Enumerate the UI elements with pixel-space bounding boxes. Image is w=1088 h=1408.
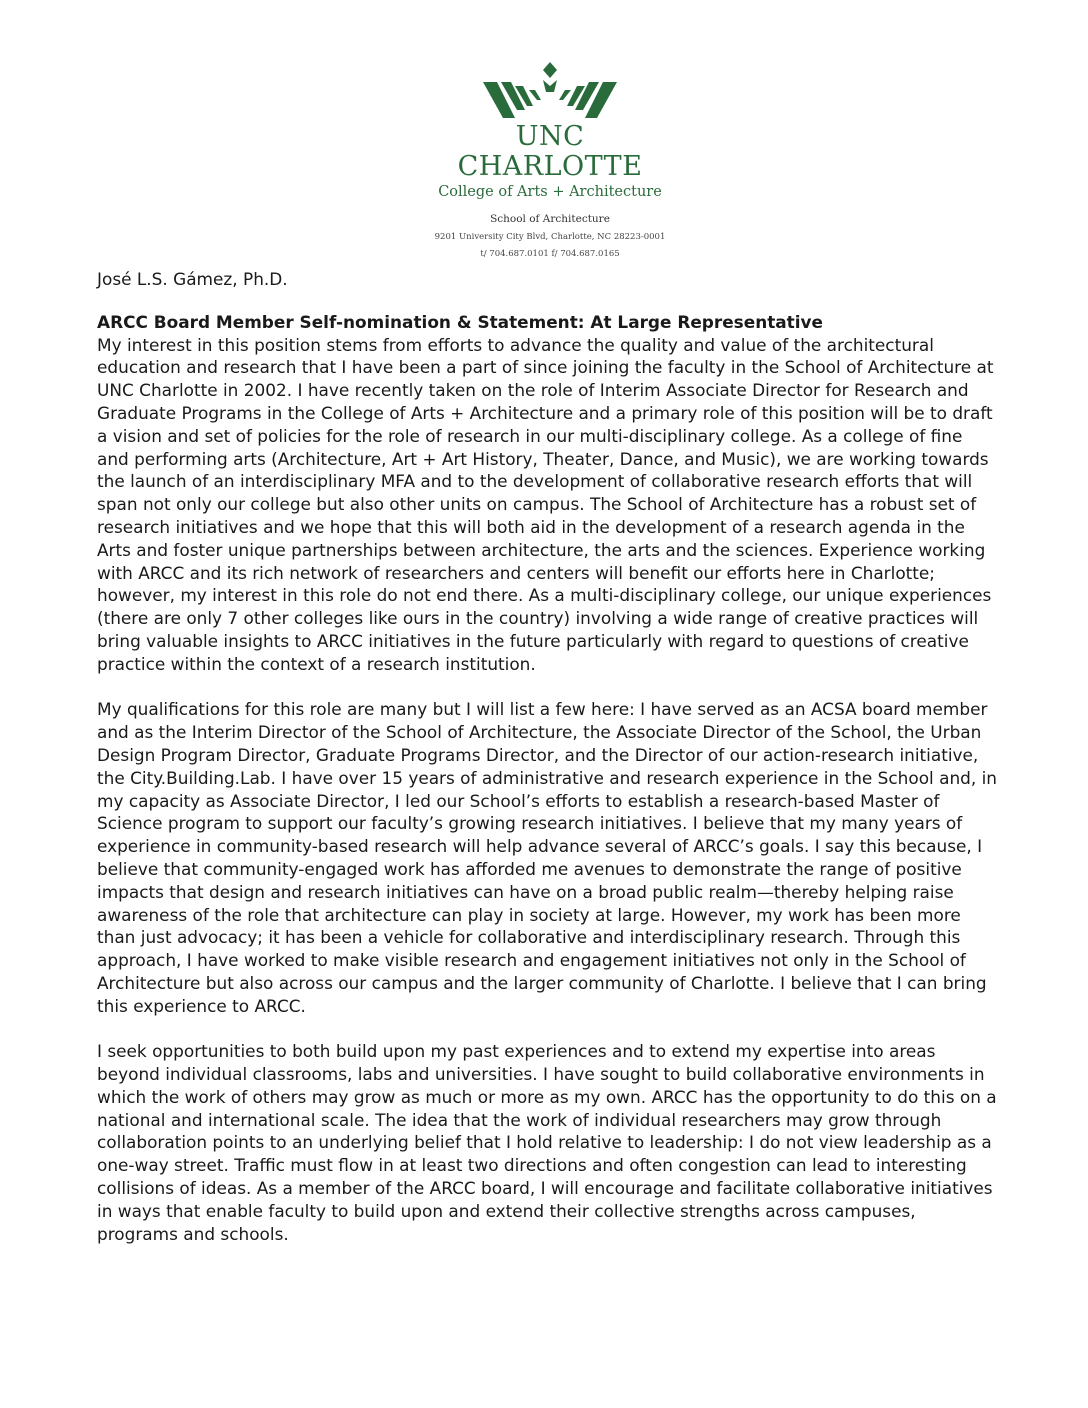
college-name: College of Arts + Architecture (438, 184, 662, 200)
unc-charlotte-logo-icon (475, 60, 625, 120)
paragraph-qualifications: My qualifications for this role are many but I will list a few here: I have served as an ACSA board member and as the Interim Director of the School of Architecture, the Associate Director of the School, the Urban Design Program Director, Graduate Programs Director, and the Director of our action-research initiative, the City.Building.Lab. I have over 15 years of administrative and research experience in the School and, in my capacity as Associate Director, I led our School’s efforts to establish a research-based Master of Science program to support our faculty’s growing research initiatives. I believe that my many years of experience in community-based research will help advance several of ARCC’s goals. I say this because, I believe that community-engaged work has afforded me avenues to demonstrate the range of positive impacts that design and research initiatives can have on a broad public realm—thereby helping raise awareness of the role that architecture can play in society at large. However, my work has been more than just advocacy; it has been a vehicle for collaborative and interdisciplinary research. Through this approach, I have worked to make visible research and engagement initiatives not only in the School of Architecture but also across our campus and the larger community of Charlotte. I believe that I can bring this experience to ARCC. (97, 699, 998, 1016)
phone-line: t/ 704.687.0101 f/ 704.687.0165 (480, 249, 620, 259)
paragraph-interest: My interest in this position stems from efforts to advance the quality and value of the architectural education and research that I have been a part of since joining the faculty in the School of Architecture at UNC Charlotte in 2002. I have recently taken on the role of Interim Associate Director for Research and Graduate Programs in the College of Arts + Architecture and a primary role of this position will be to draft a vision and set of policies for the role of research in our multi-disciplinary college. As a college of fine and performing arts (Architecture, Art + Art History, Theater, Dance, and Music), we are working towards the launch of an interdisciplinary MFA and to the development of collaborative research efforts that will span not only our college but also other units on campus. The School of Architecture has a robust set of research initiatives and we hope that this will both aid in the development of a research agenda in the Arts and foster unique partnerships between architecture, the arts and the sciences. Experience working with ARCC and its rich network of researchers and centers will benefit our efforts here in Charlotte; however, my interest in this role do not end there. As a multi-disciplinary college, our unique experiences (there are only 7 other colleges like ours in the country) involving a wide range of creative practices will bring valuable insights to ARCC initiatives in the future particularly with regard to questions of creative practice within the context of a research institution. (97, 334, 994, 674)
signer-name: José L.S. Gámez, Ph.D. (97, 269, 288, 289)
letter-body (97, 268, 997, 1268)
school-name: School of Architecture (490, 213, 610, 225)
address-line: 9201 University City Blvd, Charlotte, NC 28223-0001 (434, 232, 666, 242)
org-name: UNC CHARLOTTE (457, 121, 643, 182)
letter-heading: ARCC Board Member Self-nomination & Statement: At Large Representative (97, 311, 824, 332)
paragraph-opportunities: I seek opportunities to both build upon my past experiences and to extend my expertise into areas beyond individual classrooms, labs and universities. I have sought to build collaborative environments in which the work of others may grow as much or more as my own. ARCC has the opportunity to do this on a national and international scale. The idea that the work of individual researchers may grow through collaboration points to an underlying belief that I hold relative to leadership: I do not view leadership as a one-way street. Traffic must flow in at least two directions and often congestion can lead to interesting collisions of ideas. As a member of the ARCC board, I will encourage and facilitate collaborative initiatives in ways that enable faculty to build upon and extend their collective strengths across campuses, programs and schools. (97, 1041, 997, 1244)
letterhead (420, 60, 680, 260)
